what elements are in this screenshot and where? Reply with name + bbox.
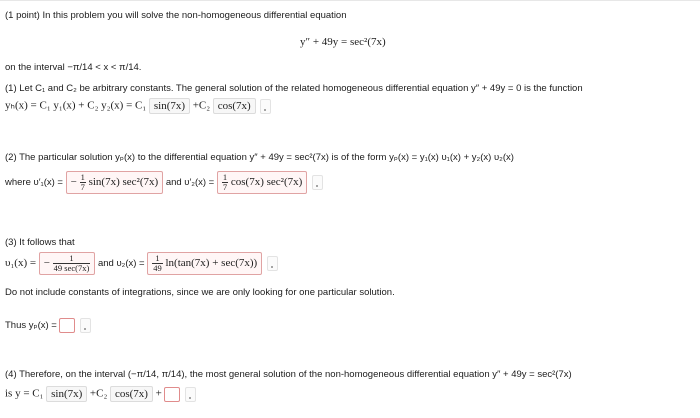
part1-text: (1) Let C₁ and C₂ be arbitrary constants. The general solution of the related homogeneous differential equation y″ + 49y = 0 is the function [5, 83, 583, 94]
part3-answer-row [5, 252, 278, 275]
part2-text: (2) The particular solution yₚ(x) to the differential equation y″ + 49y = sec²(7x) is of the form yₚ(x) = y₁(x) υ₁(x) + y₂(x) υ₂(x) [5, 152, 514, 163]
v1p-denominator: 7 [80, 182, 85, 192]
thus-row [5, 318, 91, 333]
v2-numerator: 1 [152, 254, 163, 264]
where-label: where υ′₁(x) = [5, 177, 63, 189]
part2-answer-row [5, 171, 323, 194]
v1-answer-field[interactable] [39, 252, 96, 275]
v2p-fraction [222, 173, 228, 192]
main-equation: y″ + 49y = sec²(7x) [300, 36, 386, 48]
v2-fraction [152, 254, 163, 273]
v1-fraction [53, 254, 91, 273]
preview-icon[interactable] [312, 175, 323, 190]
part3-text: (3) It follows that [5, 237, 75, 248]
v2-denominator: 49 [153, 263, 162, 273]
v1-numerator: 1 [53, 254, 91, 264]
v2p-rest: cos(7x) sec²(7x) [230, 176, 303, 189]
plus-c2-label: +C₂ [89, 387, 108, 400]
v1-sign: − [43, 257, 50, 270]
is-label: is y = C₁ [5, 387, 44, 400]
v1p-rest: sin(7x) sec²(7x) [88, 176, 159, 189]
top-border [0, 0, 700, 1]
v1p-numerator: 1 [80, 172, 85, 182]
v2-answer-field[interactable] [147, 252, 262, 275]
and-label: and υ₂(x) = [97, 258, 145, 270]
preview-icon[interactable] [80, 318, 91, 333]
general-y2-field[interactable]: cos(7x) [110, 386, 153, 402]
preview-icon[interactable] [267, 256, 278, 271]
problem-intro: (1 point) In this problem you will solve the non-homogeneous differential equation [5, 10, 347, 21]
y1-answer-field[interactable]: sin(7x) [149, 98, 190, 114]
plus-sign: + [155, 387, 162, 400]
preview-icon[interactable] [260, 99, 271, 114]
v2-rest: ln(tan(7x) + sec(7x)) [165, 257, 258, 270]
yp-answer-field[interactable] [59, 318, 75, 333]
v2p-numerator: 1 [222, 172, 228, 182]
general-yp-field[interactable] [164, 387, 180, 402]
v2-prime-answer-field[interactable] [217, 171, 307, 194]
part4-text: (4) Therefore, on the interval (−π/14, π/14), the most general solution of the non-homogeneous differential equation y″ + 49y = sec²(7x) [5, 369, 572, 380]
general-y1-field[interactable]: sin(7x) [46, 386, 87, 402]
y2-answer-field[interactable]: cos(7x) [213, 98, 256, 114]
v1-label: υ₁(x) = [5, 257, 37, 270]
part3-note: Do not include constants of integrations, since we are only looking for one particular solution. [5, 287, 395, 298]
part1-answer-row [5, 98, 271, 114]
v1p-fraction [80, 173, 86, 192]
part4-answer-row [5, 386, 196, 402]
v2p-denominator: 7 [222, 182, 228, 192]
thus-label: Thus yₚ(x) = [5, 320, 57, 332]
part1-expression: yₕ(x) = C₁ y₁(x) + C₂ y₂(x) = C₁ [5, 99, 147, 112]
v1-prime-answer-field[interactable] [66, 171, 164, 194]
v1-denominator: 49 sec(7x) [53, 263, 90, 273]
interval-text: on the interval −π/14 < x < π/14. [5, 62, 142, 73]
preview-icon[interactable] [185, 387, 196, 402]
and-label: and υ′₂(x) = [165, 177, 215, 189]
v1p-sign: − [70, 176, 77, 189]
plus-c2-label: +C₂ [192, 99, 211, 112]
